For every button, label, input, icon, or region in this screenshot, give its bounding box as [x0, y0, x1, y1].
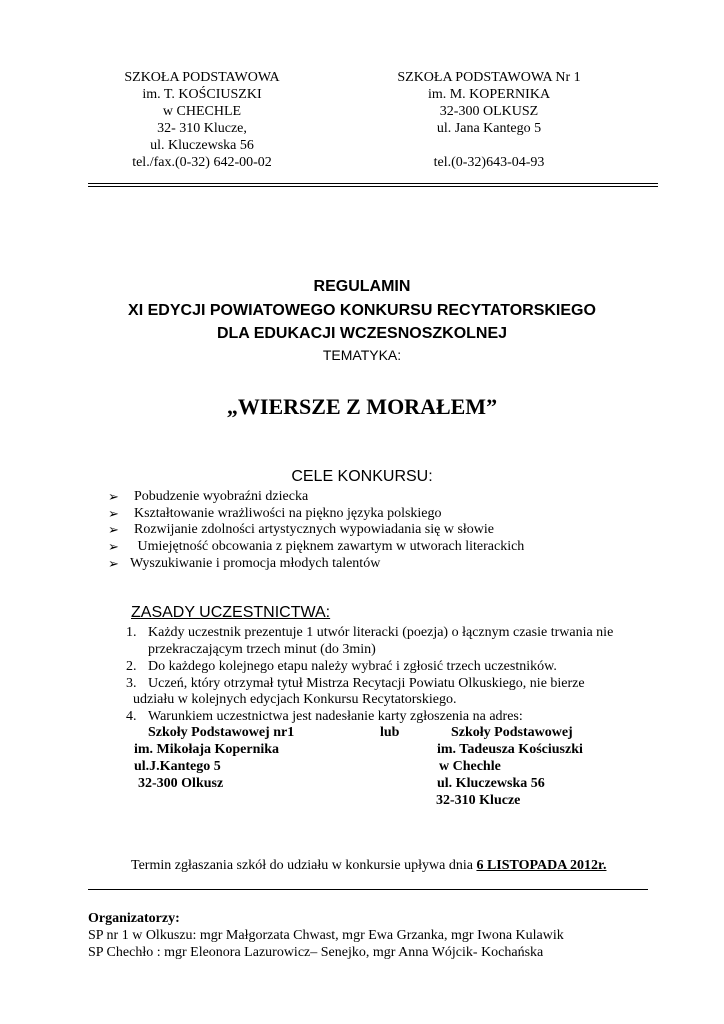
goal-item: Kształtowanie wrażliwości na piękno języka polskiego: [134, 506, 442, 521]
arrow-bullet-icon: ➢: [108, 539, 119, 554]
header-divider-top: [88, 183, 658, 184]
header-left-line: w CHECHLE: [162, 104, 242, 119]
deadline-date: 6 LISTOPADA 2012r.: [476, 858, 607, 873]
rule-text: Każdy uczestnik prezentuje 1 utwór literacki (poezja) o łącznym czasie trwania nie: [148, 625, 614, 640]
address-or: lub: [380, 725, 400, 740]
header-right-line: ul. Jana Kantego 5: [436, 121, 542, 136]
organizers-heading: Organizatorzy:: [88, 911, 180, 926]
rule-number: 1.: [126, 625, 137, 640]
address-left-line: im. Mikołaja Kopernika: [134, 742, 280, 757]
doc-title: REGULAMIN: [313, 278, 411, 295]
deadline-text: Termin zgłaszania szkół do udziału w konkursie upływa dnia: [131, 858, 477, 873]
arrow-bullet-icon: ➢: [108, 506, 119, 521]
header-right-line: 32-300 OLKUSZ: [439, 104, 539, 119]
header-left-line: 32- 310 Klucze,: [157, 121, 247, 136]
header-right-line: SZKOŁA PODSTAWOWA Nr 1: [397, 70, 581, 85]
theme-label: TEMATYKA:: [322, 347, 402, 363]
header-right-school: [370, 69, 608, 171]
organizers-line: SP Chechło : mgr Eleonora Lazurowicz– Senejko, mgr Anna Wójcik- Kochańska: [88, 945, 544, 960]
address-left-line: Szkoły Podstawowej nr1: [148, 725, 295, 740]
header-left-line: ul. Kluczewska 56: [150, 138, 254, 153]
organizers-line: SP nr 1 w Olkuszu: mgr Małgorzata Chwast, mgr Ewa Grzanka, mgr Iwona Kulawik: [88, 928, 564, 943]
deadline-line: [131, 857, 606, 874]
header-right-line: tel.(0-32)643-04-93: [433, 155, 545, 170]
rule-number: 4.: [126, 709, 137, 724]
address-right-line: im. Tadeusza Kościuszki: [437, 742, 583, 757]
rules-heading: ZASADY UCZESTNICTWA:: [131, 604, 331, 621]
footer-divider: [88, 889, 648, 890]
header-divider-bottom: [88, 186, 658, 187]
goal-item: Pobudzenie wyobraźni dziecka: [134, 489, 309, 504]
arrow-bullet-icon: ➢: [108, 489, 119, 504]
rule-text: Warunkiem uczestnictwa jest nadesłanie karty zgłoszenia na adres:: [148, 709, 523, 724]
header-left-line: SZKOŁA PODSTAWOWA: [124, 70, 280, 85]
address-right-line: w Chechle: [439, 759, 501, 774]
rule-number: 2.: [126, 659, 137, 674]
goal-item: Rozwijanie zdolności artystycznych wypowiadania się w słowie: [134, 522, 495, 537]
doc-subtitle-2: DLA EDUKACJI WCZESNOSZKOLNEJ: [216, 325, 508, 342]
rule-text: przekraczającym trzech minut (do 3min): [148, 642, 376, 657]
goal-item: Wyszukiwanie i promocja młodych talentów: [130, 556, 381, 571]
header-left-line: tel./fax.(0-32) 642-00-02: [132, 155, 272, 170]
arrow-bullet-icon: ➢: [108, 556, 119, 571]
header-left-school: [96, 69, 308, 171]
arrow-bullet-icon: ➢: [108, 522, 119, 537]
doc-subtitle: XI EDYCJI POWIATOWEGO KONKURSU RECYTATORSKIEGO: [128, 302, 596, 319]
address-left-line: ul.J.Kantego 5: [134, 759, 221, 774]
address-right-line: 32-310 Klucze: [436, 793, 521, 808]
rule-number: 3.: [126, 676, 137, 691]
rule-text: udziału w kolejnych edycjach Konkursu Recytatorskiego.: [133, 692, 457, 707]
rule-text: Do każdego kolejnego etapu należy wybrać i zgłosić trzech uczestników.: [148, 659, 557, 674]
goal-item: Umiejętność obcowania z pięknem zawartym w utworach literackich: [134, 539, 525, 554]
goals-heading: CELE KONKURSU:: [291, 468, 433, 485]
theme-title: „WIERSZE Z MORAŁEM”: [226, 394, 498, 419]
address-right-line: ul. Kluczewska 56: [437, 776, 545, 791]
header-right-line: im. M. KOPERNIKA: [427, 87, 551, 102]
address-right-line: Szkoły Podstawowej: [451, 725, 573, 740]
header-left-line: im. T. KOŚCIUSZKI: [142, 87, 262, 102]
header-right-line: [370, 137, 608, 154]
rule-text: Uczeń, który otrzymał tytuł Mistrza Recytacji Powiatu Olkuskiego, nie bierze: [148, 676, 585, 691]
address-left-line: 32-300 Olkusz: [138, 776, 224, 791]
